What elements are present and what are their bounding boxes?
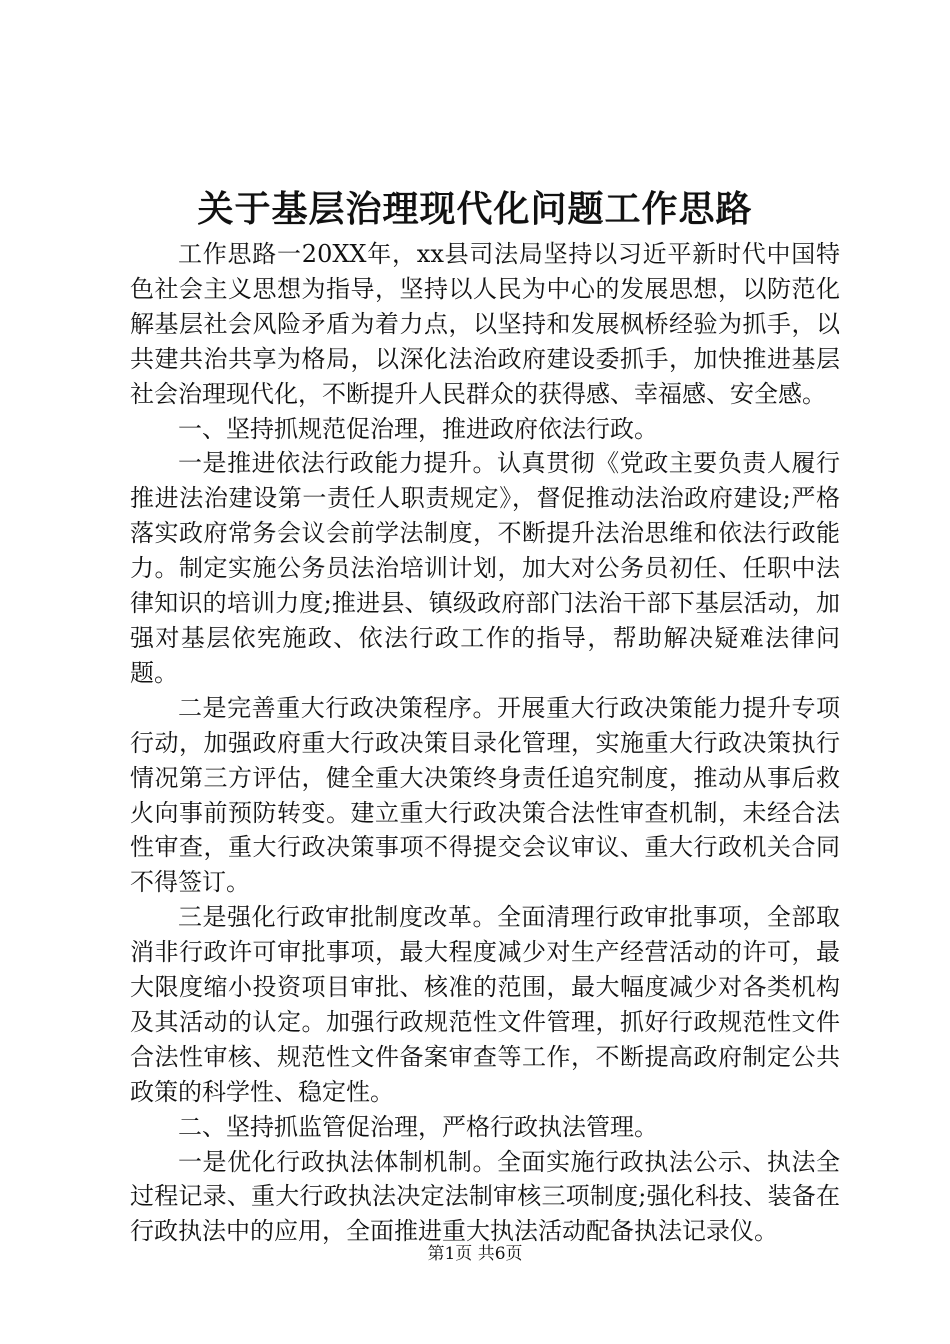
- document-title: 关于基层治理现代化问题工作思路: [197, 188, 753, 230]
- paragraph-intro: 工作思路一20XX年，xx县司法局坚持以习近平新时代中国特色社会主义思想为指导，坚持以人民为中心的发展思想，以防范化解基层社会风险矛盾为着力点，以坚持和发展枫桥经验为抓手，以共建共治共享为格局，以深化法治政府建设委抓手，加快推进基层社会治理现代化，不断提升人民群众的获得感、幸福感、安全感。: [130, 240, 840, 408]
- paragraph-1-3: 三是强化行政审批制度改革。全面清理行政审批事项，全部取消非行政许可审批事项，最大程度减少对生产经营活动的许可，最大限度缩小投资项目审批、核准的范围，最大幅度减少对各类机构及其活动的认定。加强行政规范性文件管理，抓好行政规范性文件合法性审核、规范性文件备案审查等工作，不断提高政府制定公共政策的科学性、稳定性。: [130, 903, 840, 1106]
- document-body: [130, 237, 840, 1249]
- heading-section-2: 二、坚持抓监管促治理，严格行政执法管理。: [178, 1112, 658, 1141]
- paragraph-1-1: 一是推进依法行政能力提升。认真贯彻《党政主要负责人履行推进法治建设第一责任人职责规定》，督促推动法治政府建设;严格落实政府常务会议会前学法制度，不断提升法治思维和依法行政能力。制定实施公务员法治培训计划，加大对公务员初任、任职中法律知识的培训力度;推进县、镇级政府部门法治干部下基层活动，加强对基层依宪施政、依法行政工作的指导，帮助解决疑难法律问题。: [130, 449, 840, 687]
- heading-section-1: 一、坚持抓规范促治理，推进政府依法行政。: [178, 414, 658, 443]
- paragraph-2-1: 一是优化行政执法体制机制。全面实施行政执法公示、执法全过程记录、重大行政执法决定法制审核三项制度;强化科技、装备在行政执法中的应用，全面推进重大执法活动配备执法记录仪。: [130, 1147, 840, 1246]
- page-number-footer: 第1页 共6页: [427, 1244, 523, 1264]
- paragraph-1-2: 二是完善重大行政决策程序。开展重大行政决策能力提升专项行动，加强政府重大行政决策目录化管理，实施重大行政决策执行情况第三方评估，健全重大决策终身责任追究制度，推动从事后救火向事前预防转变。建立重大行政决策合法性审查机制，未经合法性审查，重大行政决策事项不得提交会议审议、重大行政机关合同不得签订。: [130, 693, 840, 897]
